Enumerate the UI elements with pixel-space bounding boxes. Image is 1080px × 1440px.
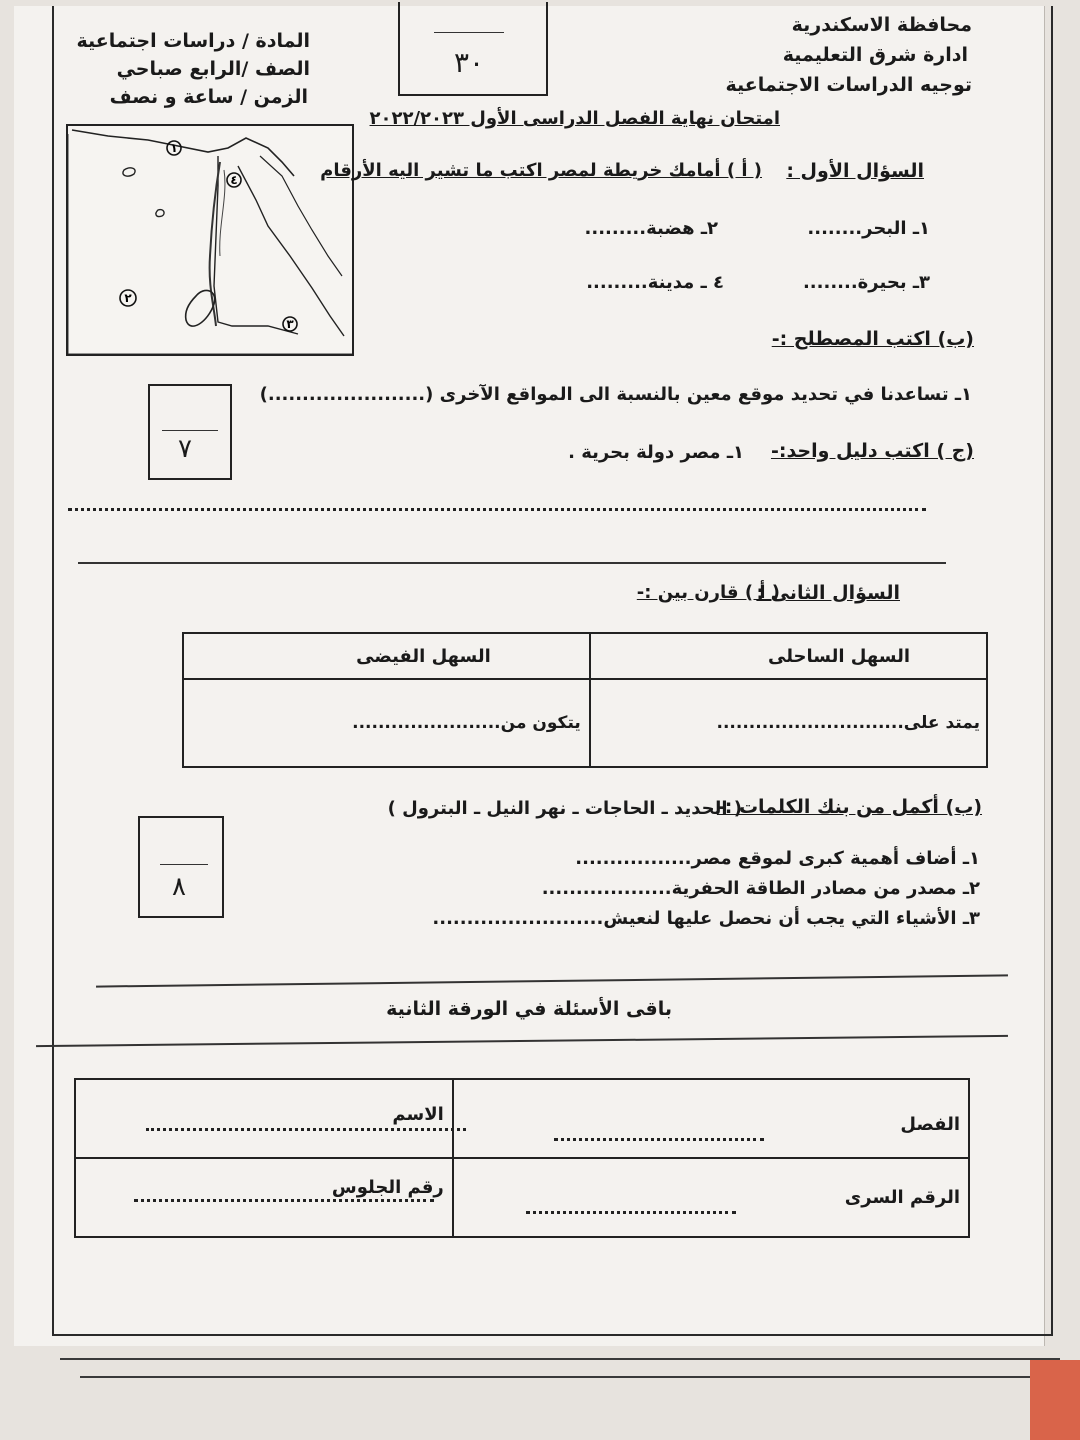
table-header-coastal-plain: السهل الساحلى xyxy=(590,633,987,679)
table-header-row xyxy=(183,633,987,679)
governorate: محافظة الاسكندرية xyxy=(791,14,972,36)
class-label: الفصل xyxy=(900,1114,960,1135)
seat-number-line[interactable] xyxy=(134,1199,434,1202)
map-marker-2-label: ٢ xyxy=(124,291,132,305)
q1-item-3: ٣ـ بحيرة........ xyxy=(802,272,930,293)
q1-a-prompt: ( أ ) أمامك خريطة لمصر اكتب ما تشير اليه الأرقام xyxy=(320,160,762,181)
map-marker-4-label: ٤ xyxy=(230,173,238,187)
table-header-floodplain: السهل الفيضى xyxy=(183,633,590,679)
background-folder xyxy=(1030,1360,1080,1440)
table-cell-coastal-plain: يمتد على............................. xyxy=(590,679,987,767)
q1-score: ٧ xyxy=(178,434,192,464)
comparison-table xyxy=(182,632,988,768)
continuation-note: باقى الأسئلة في الورقة الثانية xyxy=(386,998,672,1020)
student-info-row xyxy=(75,1158,969,1237)
q2-b-title: (ب) أكمل من بنك الكلمات :- xyxy=(716,796,982,818)
q2-title: السؤال الثانى : xyxy=(756,582,900,604)
q2-a-prompt: ( أ ) قارن بين :- xyxy=(636,582,780,603)
student-name-label: الاسم xyxy=(392,1104,444,1125)
total-score: ٣٠ xyxy=(454,46,485,79)
q1-answer-line xyxy=(68,508,926,511)
direction: توجيه الدراسات الاجتماعية xyxy=(725,74,972,96)
egypt-map xyxy=(66,124,354,356)
q2-b-item-2: ٢ـ مصدر من مصادر الطاقة الحفرية................... xyxy=(541,878,980,899)
q2-b-item-3: ٣ـ الأشياء التي يجب أن نحصل عليها لنعيش......................... xyxy=(432,908,980,929)
q1-score-box xyxy=(148,384,232,480)
q1-title: السؤال الأول : xyxy=(786,160,924,182)
q2-b-item-1: ١ـ أضاف أهمية كبرى لموقع مصر................. xyxy=(575,848,980,869)
subject: المادة / دراسات اجتماعية xyxy=(76,30,310,52)
sheet-edge xyxy=(60,1358,1060,1360)
student-info-table xyxy=(74,1078,970,1238)
secret-number-label: الرقم السرى xyxy=(844,1187,960,1208)
q1-b-item: ١ـ تساعدنا في تحديد موقع معين بالنسبة الى المواقع الآخرى (.......................) xyxy=(259,384,972,405)
score-divider xyxy=(162,430,218,431)
student-name-cell[interactable] xyxy=(75,1079,453,1158)
grade: الصف /الرابع صباحي xyxy=(116,58,310,80)
class-cell[interactable] xyxy=(453,1079,969,1158)
q1-item-1: ١ـ البحر........ xyxy=(807,218,930,239)
q1-item-4: ٤ ـ مدينة......... xyxy=(586,272,724,293)
score-divider xyxy=(434,32,504,33)
seat-number-cell[interactable] xyxy=(75,1158,453,1237)
word-bank: ( الحديد ـ الحاجات ـ نهر النيل ـ البترول ) xyxy=(387,798,742,819)
total-score-box xyxy=(398,2,548,96)
q1-item-2: ٢ـ هضبة......... xyxy=(584,218,718,239)
table-cell-floodplain: يتكون من....................... xyxy=(183,679,590,767)
secret-number-cell[interactable] xyxy=(453,1158,969,1237)
administration: ادارة شرق التعليمية xyxy=(782,44,968,66)
section-divider xyxy=(78,562,946,564)
seat-number-label: رقم الجلوس xyxy=(331,1177,444,1198)
egypt-map-drawing xyxy=(68,126,352,354)
student-name-line[interactable] xyxy=(146,1128,466,1131)
sheet-edge xyxy=(80,1376,1080,1378)
q2-score-box xyxy=(138,816,224,918)
q1-c-title: (ج ) اكتب دليل واحد:- xyxy=(770,440,974,462)
secret-number-line[interactable] xyxy=(526,1211,736,1214)
exam-title: امتحان نهاية الفصل الدراسى الأول ٢٠٢٢/٢٠٢٣ xyxy=(369,108,780,129)
student-info-row xyxy=(75,1079,969,1158)
map-marker-3-label: ٣ xyxy=(286,317,294,331)
time: الزمن / ساعة و نصف xyxy=(109,86,308,108)
class-line[interactable] xyxy=(554,1138,764,1141)
table-row xyxy=(183,679,987,767)
q1-c-item: ١ـ مصر دولة بحرية . xyxy=(568,442,744,463)
q1-b-title: (ب) اكتب المصطلح :- xyxy=(771,328,974,350)
map-marker-1-label: ١ xyxy=(170,141,178,155)
q2-score: ٨ xyxy=(172,872,186,902)
score-divider xyxy=(160,864,208,865)
